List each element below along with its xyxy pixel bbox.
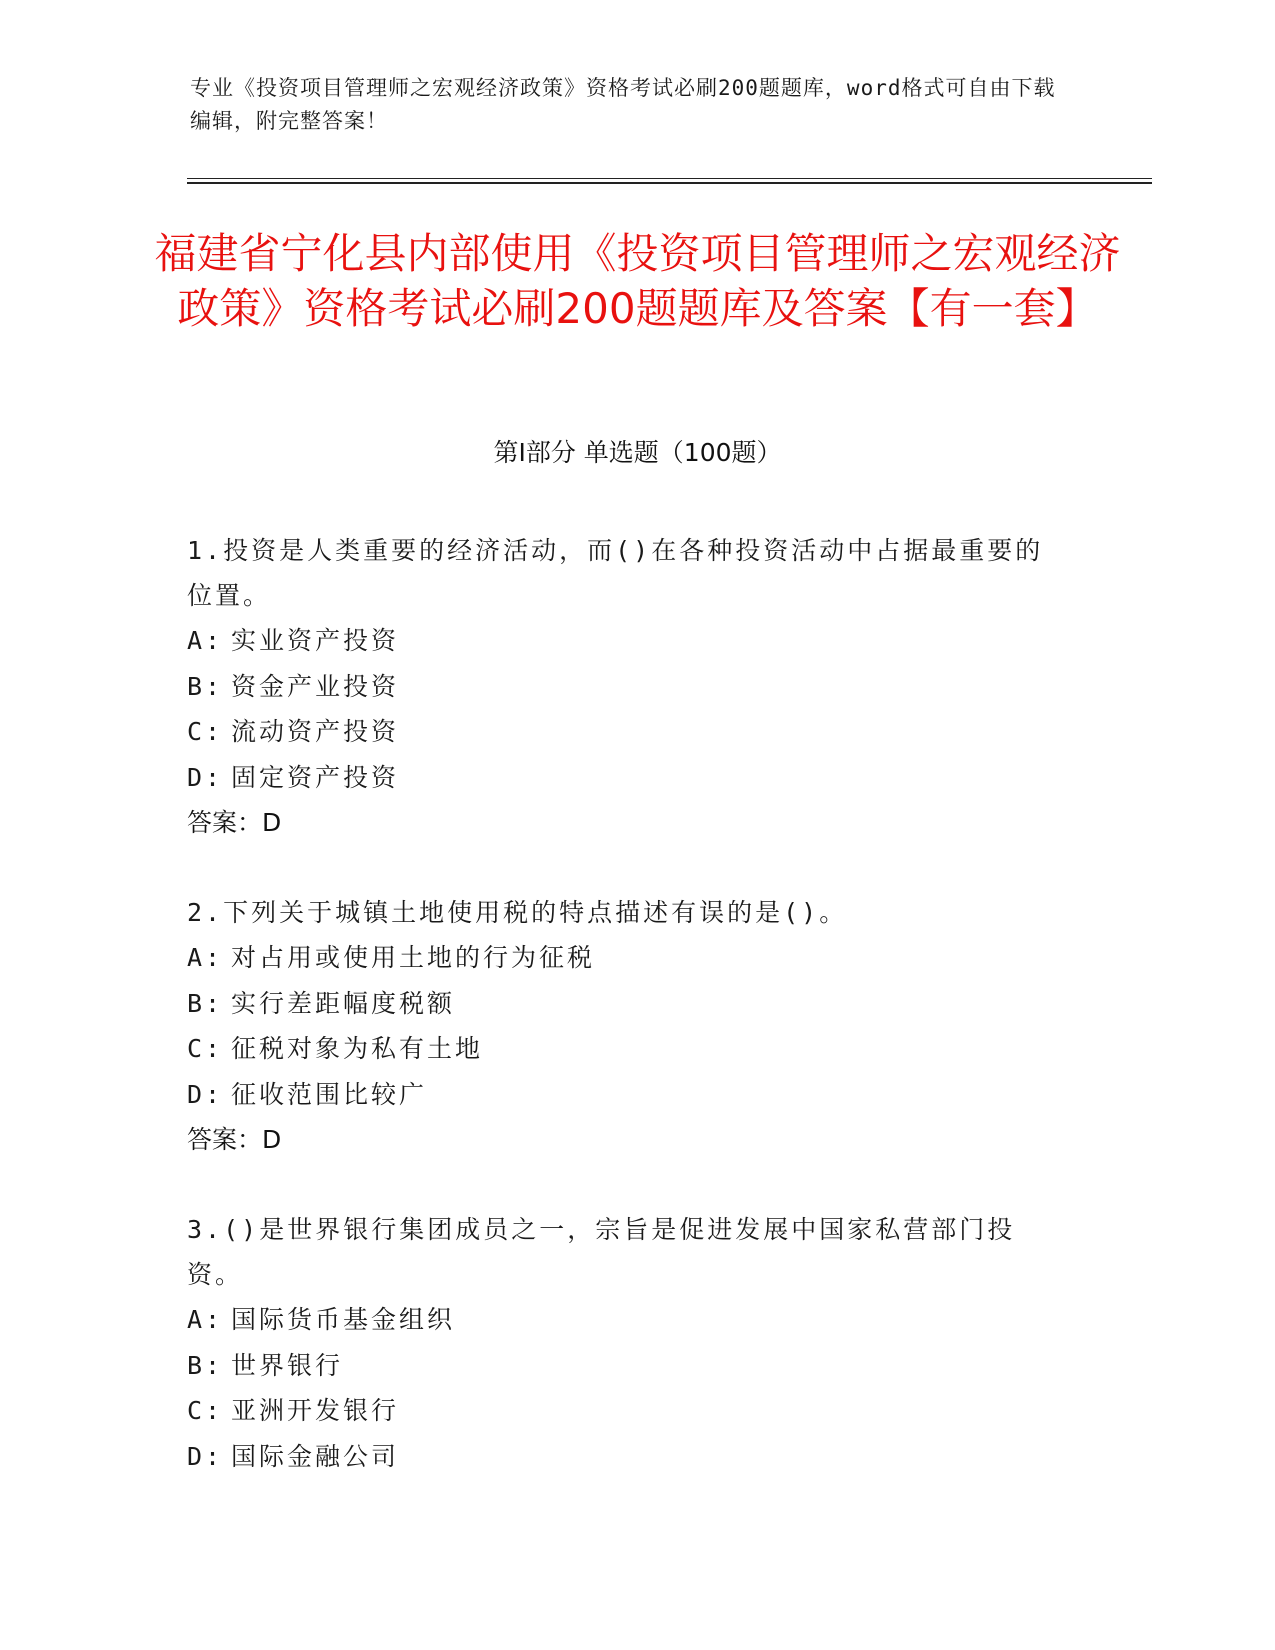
question-text: 2.下列关于城镇土地使用税的特点描述有误的是()。	[187, 898, 848, 927]
option-text: 国际货币基金组织	[231, 1305, 456, 1334]
option-key: C:	[187, 1396, 224, 1425]
option-key: D:	[187, 1441, 224, 1471]
option-text: 征税对象为私有土地	[231, 1034, 484, 1063]
option-c	[187, 1388, 1067, 1434]
option-key: A:	[187, 943, 224, 972]
option-b	[187, 981, 1067, 1027]
option-text: 固定资产投资	[231, 762, 400, 792]
option-a	[187, 1297, 1067, 1343]
option-key: D:	[187, 1079, 224, 1109]
section-title: 第Ⅰ部分 单选题（100题）	[493, 438, 782, 467]
option-text: 世界银行	[231, 1350, 344, 1380]
option-key: C:	[187, 1034, 224, 1063]
option-text: 流动资产投资	[231, 717, 400, 746]
option-text: 实行差距幅度税额	[231, 988, 456, 1018]
option-b	[187, 664, 1067, 710]
document-title: 福建省宁化县内部使用《投资项目管理师之宏观经济政策》资格考试必刷200题题库及答案【有一套】	[154, 229, 1121, 333]
option-c	[187, 1026, 1067, 1072]
header-divider-thick	[187, 182, 1152, 184]
question-text: 1.投资是人类重要的经济活动，而()在各种投资活动中占据最重要的位置。	[187, 536, 1044, 610]
header-note: 专业《投资项目管理师之宏观经济政策》资格考试必刷200题题库，word格式可自由下载编辑，附完整答案！	[190, 76, 1056, 133]
option-d	[187, 755, 1067, 801]
question-2	[187, 890, 1067, 1162]
option-key: C:	[187, 717, 224, 746]
answer: 答案：D	[187, 1125, 282, 1154]
question-list	[187, 528, 1067, 1524]
option-d	[187, 1072, 1067, 1118]
option-b	[187, 1343, 1067, 1389]
option-key: D:	[187, 762, 224, 792]
option-key: B:	[187, 671, 224, 701]
question-1	[187, 528, 1067, 845]
option-text: 资金产业投资	[231, 671, 400, 701]
question-text: 3.()是世界银行集团成员之一，宗旨是促进发展中国家私营部门投资。	[187, 1215, 1016, 1289]
option-text: 亚洲开发银行	[231, 1396, 400, 1425]
option-key: B:	[187, 988, 224, 1018]
option-text: 国际金融公司	[231, 1441, 400, 1471]
option-text: 实业资产投资	[231, 626, 400, 655]
option-key: A:	[187, 626, 224, 655]
question-3	[187, 1207, 1067, 1479]
option-text: 对占用或使用土地的行为征税	[231, 943, 596, 972]
option-key: A:	[187, 1305, 224, 1334]
option-a	[187, 618, 1067, 664]
header-divider-thin	[187, 178, 1152, 179]
option-key: B:	[187, 1350, 224, 1380]
option-d	[187, 1434, 1067, 1480]
option-c	[187, 709, 1067, 755]
answer: 答案：D	[187, 808, 282, 837]
option-a	[187, 935, 1067, 981]
option-text: 征收范围比较广	[231, 1079, 428, 1109]
